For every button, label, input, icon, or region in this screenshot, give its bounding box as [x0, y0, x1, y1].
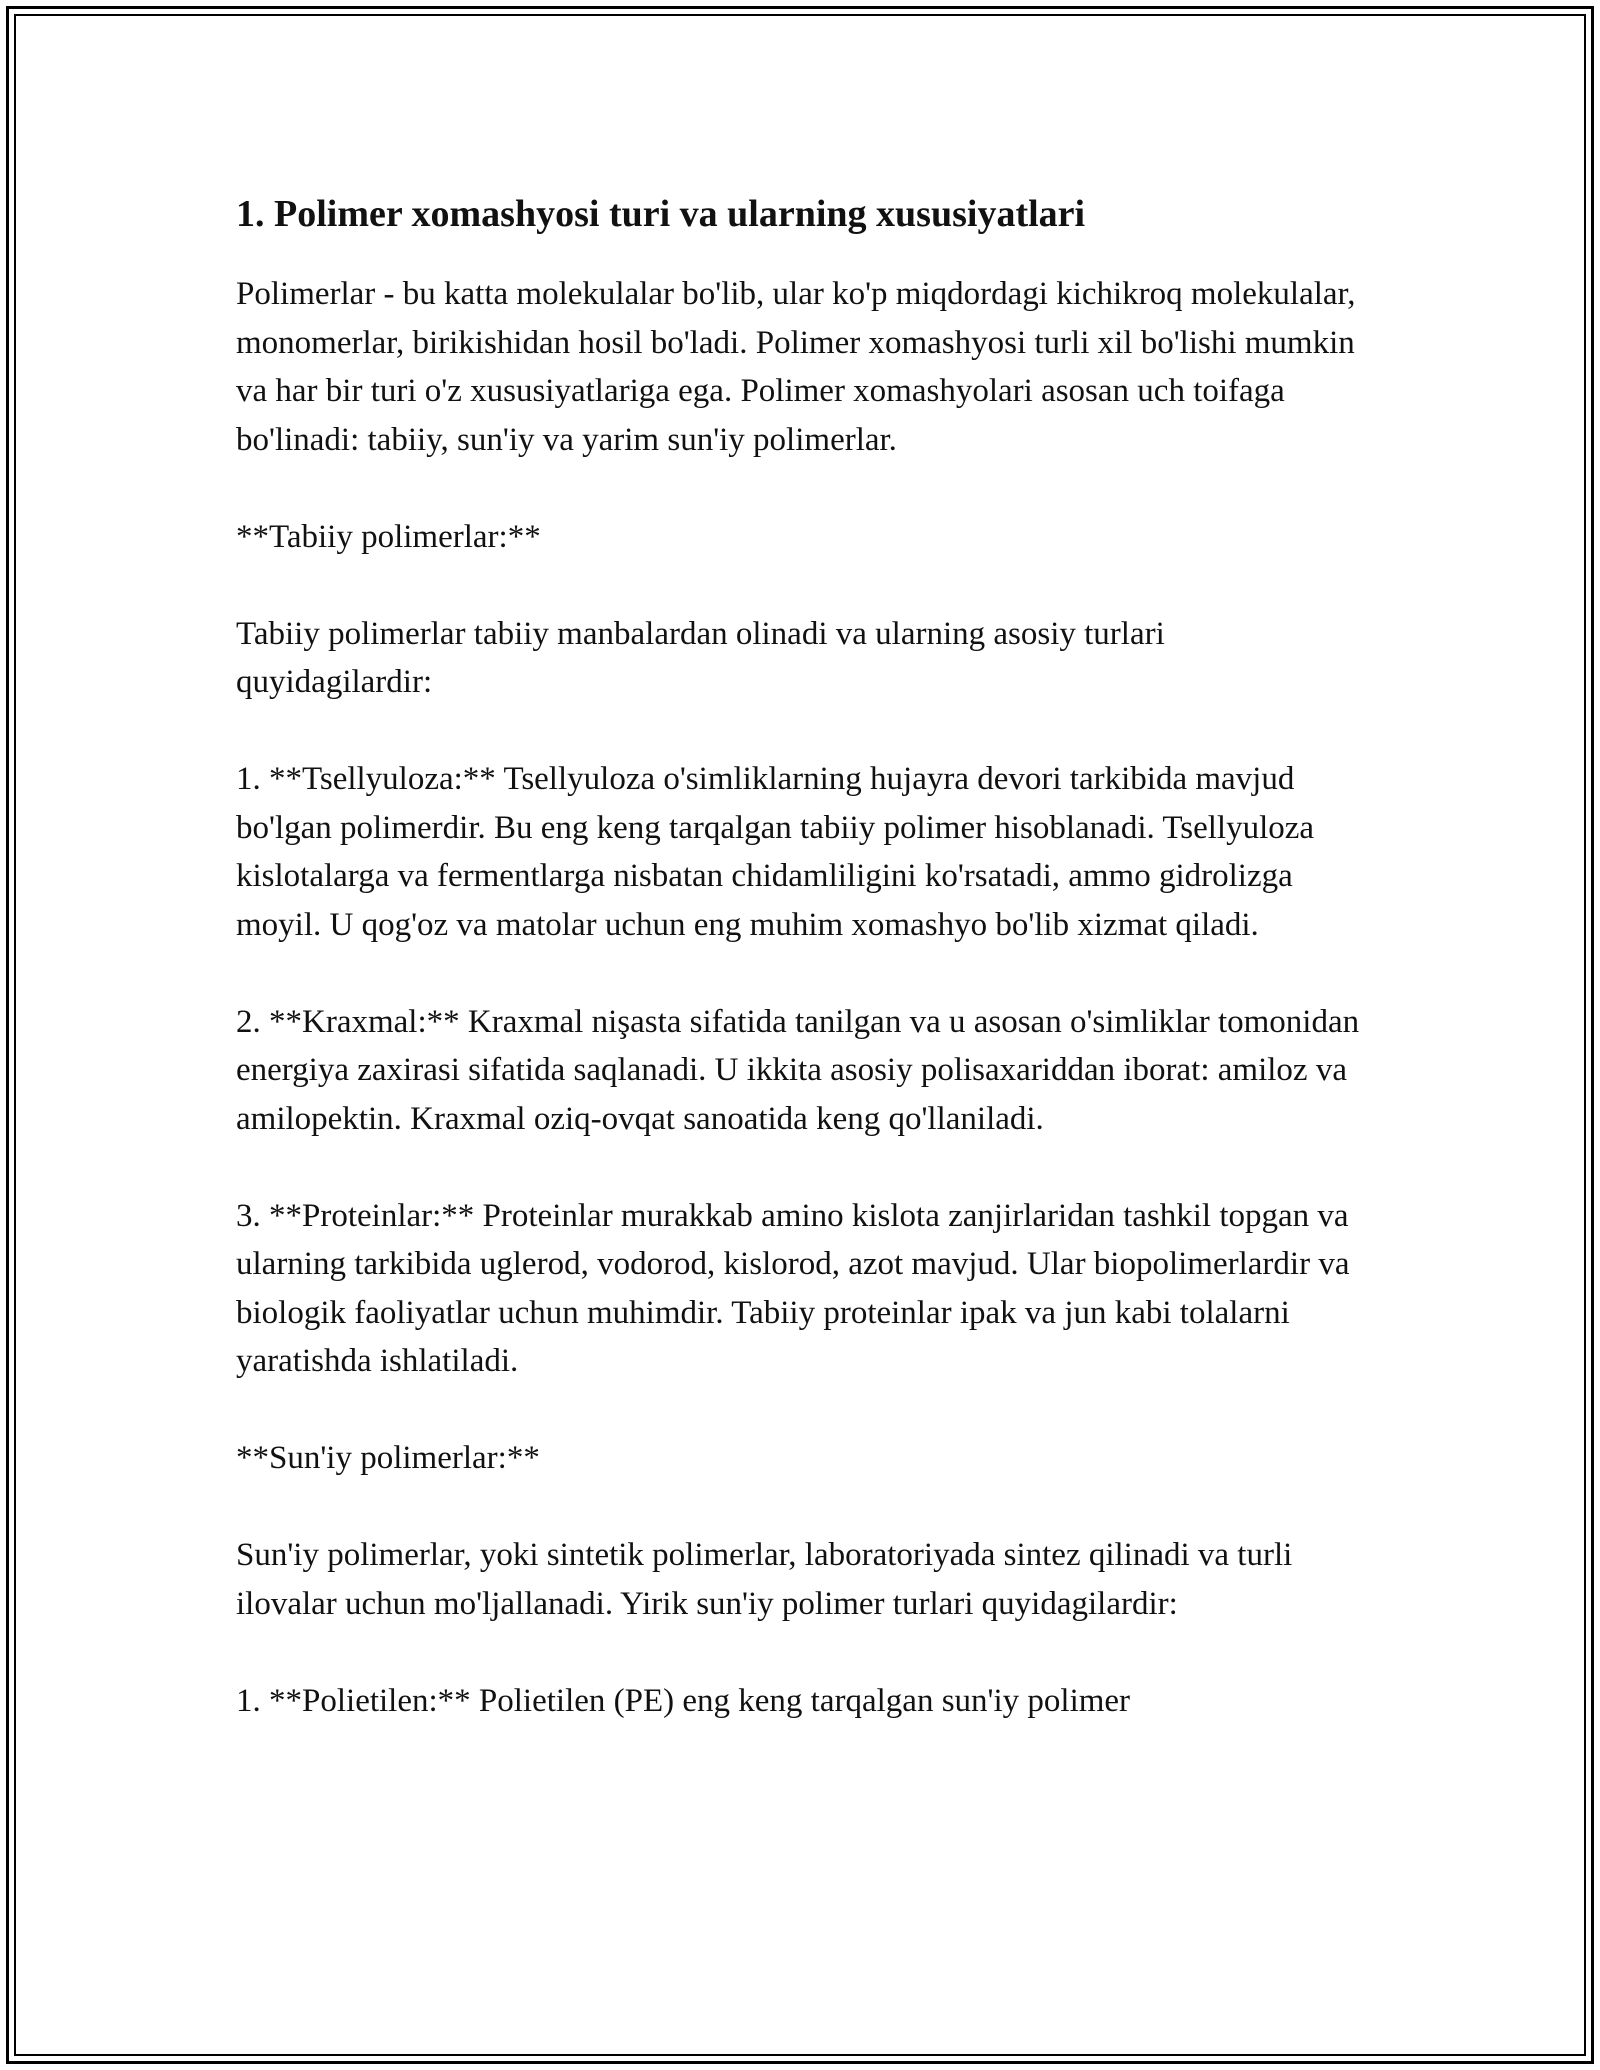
document-title: 1. Polimer xomashyosi turi va ularning xususiyatlari	[236, 193, 1086, 235]
natural-polymers-intro: Tabiiy polimerlar tabiiy manbalardan olinadi va ularning asosiy turlari quyidagilardir:	[236, 615, 1165, 700]
paragraph-gap	[236, 464, 1366, 513]
synthetic-polymers-intro: Sun'iy polimerlar, yoki sintetik polimerlar, laboratoriyada sintez qilinadi va turli ilovalar uchun mo'ljallanadi. Yirik sun'iy polimer turlari quyidagilardir:	[236, 1537, 1293, 1622]
paragraph-gap	[236, 949, 1366, 998]
paragraph-gap	[236, 707, 1366, 756]
paragraph-gap	[236, 561, 1366, 610]
list-item-polyethylene: 1. **Polietilen:** Polietilen (PE) eng keng tarqalgan sun'iy polimer	[236, 1682, 1131, 1719]
paragraph-gap	[236, 1386, 1366, 1435]
list-item-proteins: 3. **Proteinlar:** Proteinlar murakkab amino kislota zanjirlaridan tashkil topgan va ularning tarkibida uglerod, vodorod, kislorod, azot mavjud. Ular biopolimerlardir va biologik faoliyatlar uchun muhimdir. Tabiiy proteinlar ipak va jun kabi tolalarni yaratishda ishlatiladi.	[236, 1197, 1350, 1379]
paragraph-gap	[236, 1628, 1366, 1677]
intro-paragraph: Polimerlar - bu katta molekulalar bo'lib, ular ko'p miqdordagi kichikroq molekulalar, monomerlar, birikishidan hosil bo'ladi. Polimer xomashyosi turli xil bo'lishi mumkin va har bir turi o'z xususiyatlariga ega. Polimer xomashyolari asosan uch toifaga bo'linadi: tabiiy, sun'iy va yarim sun'iy polimerlar.	[236, 276, 1356, 458]
paragraph-gap	[236, 1483, 1366, 1532]
paragraph-gap	[236, 1143, 1366, 1192]
document-body	[236, 186, 1366, 1725]
list-item-starch: 2. **Kraxmal:** Kraxmal nişasta sifatida tanilgan va u asosan o'simliklar tomonidan energiya zaxirasi sifatida saqlanadi. U ikkita asosiy polisaxariddan iborat: amiloz va amilopektin. Kraxmal oziq-ovqat sanoatida keng qo'llaniladi.	[236, 1003, 1360, 1137]
section-heading-natural-polymers: **Tabiiy polimerlar:**	[236, 518, 541, 555]
list-item-cellulose: 1. **Tsellyuloza:** Tsellyuloza o'simliklarning hujayra devori tarkibida mavjud bo'lgan polimerdir. Bu eng keng tarqalgan tabiiy polimer hisoblanadi. Tsellyuloza kislotalarga va fermentlarga nisbatan chidamliligini ko'rsatadi, ammo gidrolizga moyil. U qog'oz va matolar uchun eng muhim xomashyo bo'lib xizmat qiladi.	[236, 761, 1315, 943]
section-heading-synthetic-polymers: **Sun'iy polimerlar:**	[236, 1440, 540, 1476]
